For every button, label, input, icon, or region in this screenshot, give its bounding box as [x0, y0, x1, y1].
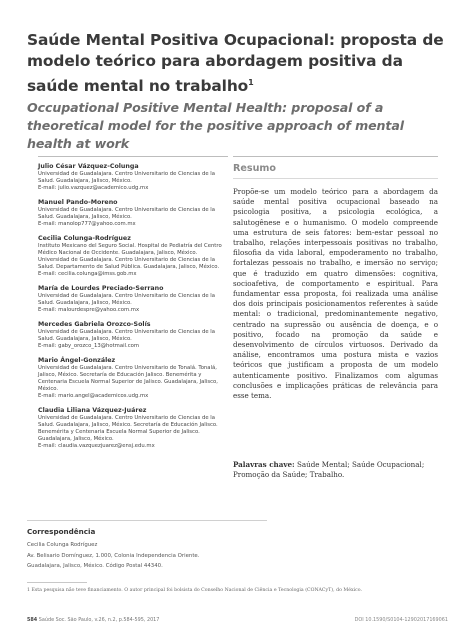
title-footnote-mark[interactable]: 1	[248, 78, 254, 87]
page-footer-left	[27, 617, 159, 623]
page-number: 584	[27, 617, 38, 623]
author-name: Mercedes Gabriela Orozco-Solís	[38, 321, 151, 328]
correspondence-divider	[27, 520, 267, 521]
author-email[interactable]: E-mail: cecilia.colunga@imss.gob.mx	[38, 271, 137, 277]
doi-link[interactable]: DOI 10.1590/S0104-12902017169061	[354, 617, 448, 623]
author-name: Cecilia Colunga-Rodríguez	[38, 235, 131, 242]
article-title-english: Occupational Positive Mental Health: proposal of a theoretical model for the positive approach of mental health at work	[27, 100, 404, 151]
author-name: Manuel Pando-Moreno	[38, 199, 118, 206]
authors-top-divider	[38, 156, 228, 157]
author-name: Claudia Liliana Vázquez-Juárez	[38, 407, 147, 414]
author-entry	[38, 406, 228, 450]
author-entry	[38, 320, 228, 350]
article-title-portuguese	[27, 30, 452, 97]
author-affiliation: Instituto Mexicano del Seguro Social. Hospital de Pediatría del Centro Médico Nacional de Occidente. Guadalajara, Jalisco, México. Universidad de Guadalajara. Centro Universitario de Ciencias de la Salud. Departamento de Salud Pública. Guadalajara, Jalisco, México.	[38, 243, 222, 270]
author-affiliation: Universidad de Guadalajara. Centro Universitario de Ciencias de la Salud. Guadalajara, Jalisco, México.	[38, 171, 215, 184]
correspondence-heading: Correspondência	[27, 527, 96, 536]
correspondence-line: Av. Belisario Domínguez, 1.000, Colonia Independencia Oriente.	[27, 552, 200, 559]
correspondence-line: Cecilia Colunga Rodríguez	[27, 542, 98, 548]
author-email[interactable]: E-mail: manolop777@yahoo.com.mx	[38, 221, 136, 227]
author-entry	[38, 198, 228, 228]
author-email[interactable]: E-mail: malourdespre@yahoo.com.mx	[38, 307, 140, 313]
keywords-list: Saúde Mental; Saúde Ocupacional; Promoção da Saúde; Trabalho.	[233, 460, 425, 480]
author-entry	[38, 284, 228, 314]
abstract-heading-divider	[233, 178, 438, 179]
abstract-heading: Resumo	[233, 163, 277, 174]
journal-citation: Saúde Soc. São Paulo, v.26, n.2, p.584-595, 2017	[38, 617, 160, 623]
author-affiliation: Universidad de Guadalajara. Centro Universitario de Tonalá. Tonalá, Jalisco, México. Secretaría de Educación Jalisco. Benemérita y Centenaria Escuela Normal Superior de Jalisco. Guadalajara, Jalisco, México.	[38, 365, 218, 392]
correspondence-address	[27, 540, 267, 572]
resumo-top-divider	[233, 156, 438, 157]
author-email[interactable]: E-mail: julio.vazquez@academico.udg.mx	[38, 185, 149, 191]
author-entry	[38, 162, 228, 192]
author-entry	[38, 356, 228, 400]
author-name: Julio César Vázquez-Colunga	[38, 163, 139, 170]
author-name: María de Lourdes Preciado-Serrano	[38, 285, 164, 292]
author-affiliation: Universidad de Guadalajara. Centro Universitario de Ciencias de la Salud. Guadalajara, Jalisco, México. Secretaría de Educación Jalisco. Benemérita y Centenaria Escuela Normal Superior de Jalisco. Guadalajara, Jalisco, México.	[38, 415, 218, 442]
author-name: Mario Ángel-González	[38, 357, 116, 364]
footnote: 1 Esta pesquisa não teve financiamento. O autor principal foi bolsista do Conselho Nacional de Ciência e Tecnologia (CONACyT), do México.	[27, 588, 362, 593]
author-list	[38, 162, 228, 456]
author-affiliation: Universidad de Guadalajara. Centro Universitario de Ciencias de la Salud. Guadalajara, Jalisco, México.	[38, 329, 215, 342]
author-email[interactable]: E-mail: claudia.vazquezjuarez@ensj.edu.mx	[38, 443, 155, 449]
correspondence-line: Guadalajara, Jalisco, México. Código Postal 44340.	[27, 563, 163, 569]
author-affiliation: Universidad de Guadalajara. Centro Universitario de Ciencias de la Salud. Guadalajara, Jalisco, México.	[38, 293, 215, 306]
keywords	[233, 460, 438, 480]
author-email[interactable]: E-mail: mario.angel@academicos.udg.mx	[38, 393, 149, 399]
author-entry	[38, 234, 228, 278]
author-affiliation: Universidad de Guadalajara. Centro Universitario de Ciencias de la Salud. Guadalajara, Jalisco, México.	[38, 207, 215, 220]
author-email[interactable]: E-mail: gaby_orozco_13@hotmail.com	[38, 343, 140, 349]
keywords-label: Palavras chave:	[233, 460, 295, 469]
footnote-divider	[27, 582, 87, 583]
title-pt-text: Saúde Mental Positiva Ocupacional: proposta de modelo teórico para abordagem positiva da saúde mental no trabalho	[27, 31, 444, 96]
abstract-body: Propõe-se um modelo teórico para a abordagem da saúde mental positiva ocupacional baseado na psicologia positiva, a psicologia ecológica, a salutogênese e o humanismo. O modelo compreende uma estrutura de seis fatores: bem-estar pessoal no trabalho, relações interpessoais positivas no trabalho, filosofia da vida laboral, empoderamento no trabalho, fortalezas pessoais no trabalho, e imersão no serviço; que é traduzido em quatro dimensões: cognitiva, socioafetiva, de comportamento e espiritual. Para fundamentar essa proposta, foi realizada uma análise dos dois principais posicionamentos referentes à saúde mental: o tradicional, predominantemente negativo, centrado na supressão ou ausência de doença, e o positivo, focado na promoção da saúde e desenvolvimento de círculos virtuosos. Derivado da análise, encontramos uma postura mista e vazios teóricos que justificam a proposta de um modelo autenticamente positivo. Finalizamos com algumas conclusões e implicações práticas de relevância para esse tema.	[233, 187, 438, 401]
